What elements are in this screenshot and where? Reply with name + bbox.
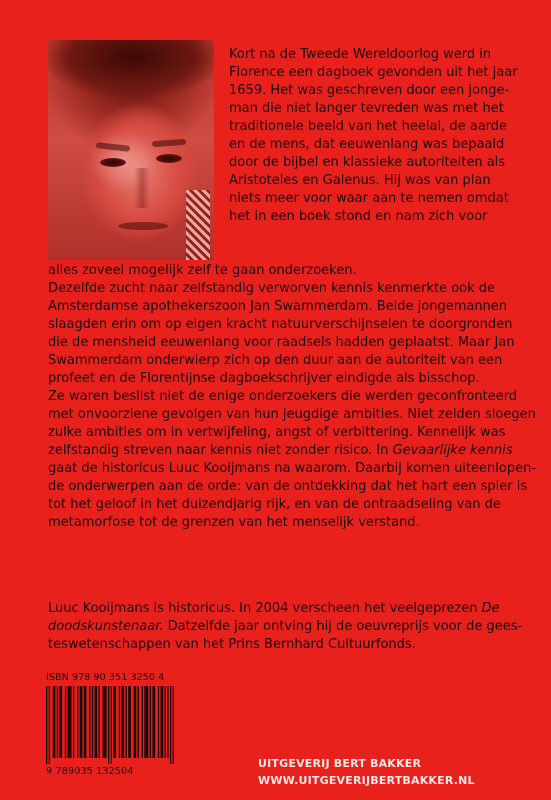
- blurb-line: [48, 442, 536, 460]
- blurb-line: metamorfose tot de grenzen van het menselijk verstand.: [48, 515, 420, 530]
- blurb-line: slaagden erin om op eigen kracht natuurverschijnselen te doorgronden: [48, 317, 513, 332]
- blurb-line: Ze waren beslist niet de enige onderzoekers die werden geconfronteerd: [48, 389, 518, 404]
- intro-line: Kort na de Tweede Wereldoorlog werd in: [229, 47, 492, 62]
- blurb-line: de onderwerpen aan de orde: van de ontdekking dat het hart een spier is: [48, 479, 528, 494]
- main-blurb: [48, 262, 536, 532]
- blurb-line: die de mensheid eeuwenlang voor raadsels hadden geplaatst. Maar Jan: [48, 335, 515, 350]
- barcode: [46, 686, 174, 764]
- bio-title-italic: doodskunstenaar.: [48, 619, 164, 634]
- blurb-line-text: zelfstandig streven naar kennis niet zonder risico. In: [48, 443, 393, 458]
- intro-line: man die niet langer tevreden was met het: [229, 101, 504, 116]
- bio-line: teswetenschappen van het Prins Bernhard Cultuurfonds.: [48, 637, 416, 652]
- intro-line: 1659. Het was geschreven door een jonge-: [229, 83, 510, 98]
- blurb-line: Amsterdamse apothekerszoon Jan Swammerdam. Beide jongemannen: [48, 299, 508, 314]
- blurb-line: tot het geloof in het duizendjarig rijk, en van de ontraadseling van de: [48, 497, 501, 512]
- bio-text: Luuc Kooijmans is historicus. In 2004 verscheen het veelgeprezen: [48, 601, 482, 616]
- blurb-line: Dezelfde zucht naar zelfstandig verworven kennis kenmerkte ook de: [48, 281, 496, 296]
- publisher-name: UITGEVERIJ BERT BAKKER: [258, 757, 422, 770]
- author-portrait-photo: [48, 40, 214, 260]
- barcode-block: [46, 672, 165, 782]
- publisher-url: WWW.UITGEVERIJBERTBAKKER.NL: [258, 774, 475, 787]
- blurb-line: met onvoorziene gevolgen van hun jeugdige ambities. Niet zelden sloegen: [48, 407, 536, 422]
- blurb-line: alles zoveel mogelijk zelf te gaan onderzoeken.: [48, 263, 357, 278]
- intro-paragraph: [229, 46, 518, 226]
- author-bio: [48, 600, 522, 654]
- blurb-line: profeet en de Florentijnse dagboekschrijver eindigde als bisschop.: [48, 371, 480, 386]
- isbn-digits: 9 789035 132504: [46, 766, 134, 777]
- bio-title-italic: De: [481, 601, 500, 616]
- bio-text: Datzelfde jaar ontving hij de oeuvreprijs voor de gees-: [163, 619, 523, 634]
- intro-line: traditionele beeld van het heelal, de aarde: [229, 119, 508, 134]
- intro-line: niets meer voor waar aan te nemen omdat: [229, 191, 509, 206]
- bio-line: [48, 618, 522, 636]
- publisher-info: [258, 755, 475, 789]
- blurb-line: zulke ambities om in vertwijfeling, angst of verbittering. Kennelijk was: [48, 425, 506, 440]
- intro-line: door de bijbel en klassieke autoriteiten als: [229, 155, 506, 170]
- bio-line: [48, 600, 522, 618]
- intro-line: Florence een dagboek gevonden uit het jaar: [229, 65, 518, 80]
- intro-line: Aristoteles en Galenus. Hij was van plan: [229, 173, 491, 188]
- blurb-line: Swammerdam onderwierp zich op den duur aan de autoriteit van een: [48, 353, 503, 368]
- intro-line: het in een boek stond en nam zich voor: [229, 209, 488, 224]
- blurb-line: gaat de historicus Luuc Kooijmans na waarom. Daarbij komen uiteenlopen-: [48, 461, 536, 476]
- intro-line: en de mens, dat eeuwenlang was bepaald: [229, 137, 505, 152]
- book-title-italic: Gevaarlijke kennis: [392, 443, 513, 458]
- isbn-label: ISBN 978 90 351 3250 4: [46, 672, 165, 683]
